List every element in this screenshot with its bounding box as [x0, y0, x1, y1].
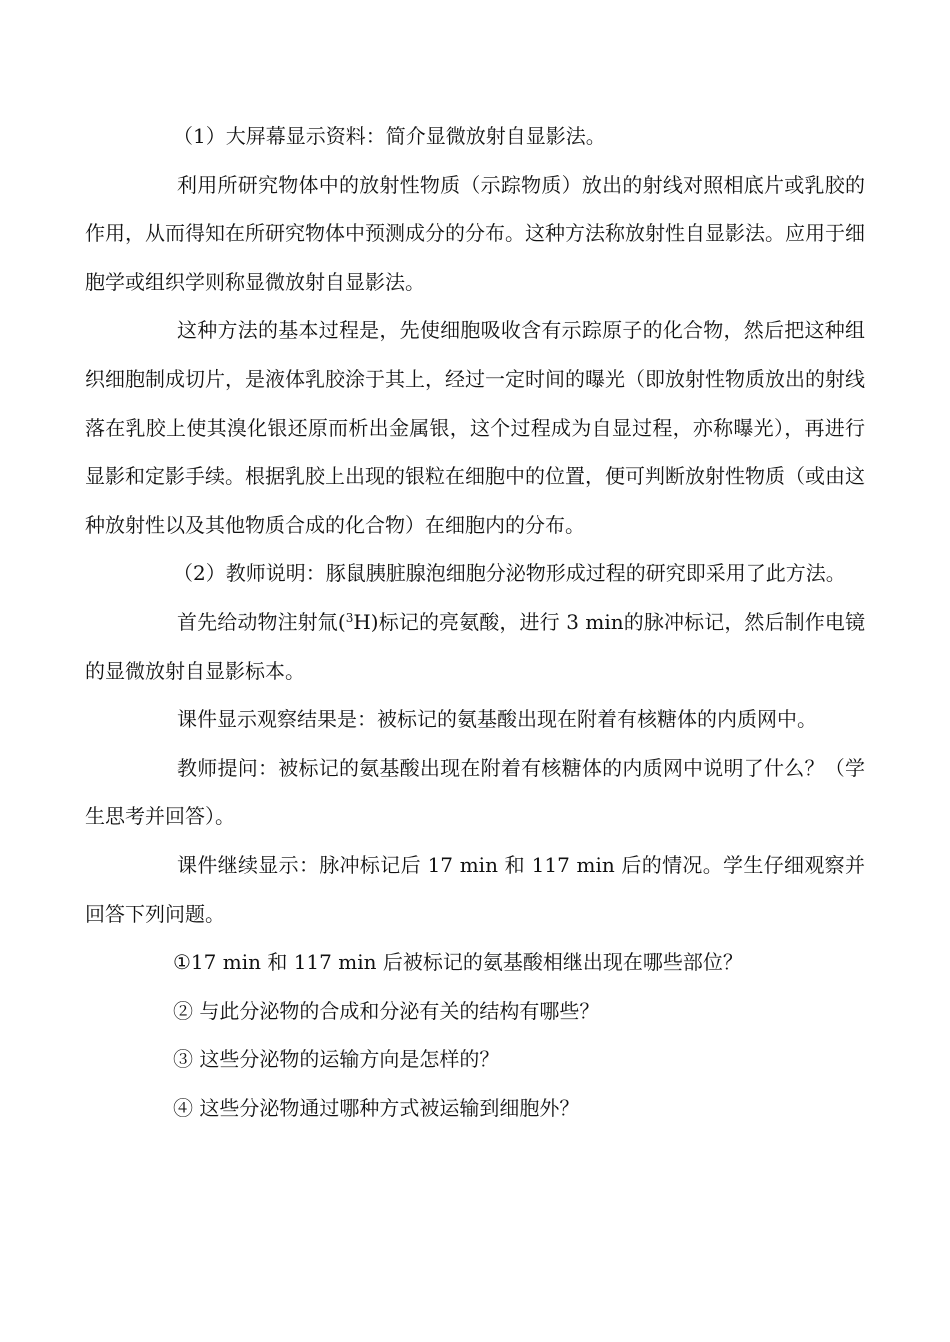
paragraph-labeling	[85, 598, 865, 695]
question-item-4: ④ 这些分泌物通过哪种方式被运输到细胞外？	[173, 1095, 580, 1120]
labeling-text-start: 首先给动物注射氚(	[177, 609, 346, 634]
paragraph-intro-heading: （1）大屏幕显示资料：简介显微放射自显影法。	[173, 124, 606, 148]
paragraph-teacher-explanation: （2）教师说明：豚鼠胰脏腺泡细胞分泌物形成过程的研究即采用了此方法。	[173, 561, 846, 586]
labeling-text-end: H)标记的亮氨酸，进行 3 min的脉冲标记，然后制作电镜的显微放射自显影标本。	[85, 609, 865, 683]
paragraph-courseware-continue: 课件继续显示：脉冲标记后 17 min 和 117 min 后的情况。学生仔细观察并回答下列问题。	[85, 852, 865, 926]
paragraph-teacher-question: 教师提问：被标记的氨基酸出现在附着有核糖体的内质网中说明了什么？（学生思考并回答）。	[85, 755, 865, 829]
document-body	[85, 112, 865, 1132]
tritium-superscript: 3	[345, 610, 354, 625]
question-item-3: ③ 这些分泌物的运输方向是怎样的？	[173, 1047, 500, 1072]
paragraph-observation-result: 课件显示观察结果是：被标记的氨基酸出现在附着有核糖体的内质网中。	[177, 707, 817, 732]
paragraph-process: 这种方法的基本过程是，先使细胞吸收含有示踪原子的化合物，然后把这种组织细胞制成切片，是液体乳胶涂于其上，经过一定时间的曝光（即放射性物质放出的射线落在乳胶上使其溴化银还原而析出金属银，这个过程成为自显过程，亦称曝光），再进行显影和定影手续。根据乳胶上出现的银粒在细胞中的位置，便可判断放射性物质（或由这种放射性以及其他物质合成的化合物）在细胞内的分布。	[85, 318, 865, 537]
question-item-2: ② 与此分泌物的合成和分泌有关的结构有哪些？	[173, 998, 600, 1023]
question-item-1: ①17 min 和 117 min 后被标记的氨基酸相继出现在哪些部位？	[173, 950, 743, 975]
paragraph-definition: 利用所研究物体中的放射性物质（示踪物质）放出的射线对照相底片或乳胶的作用，从而得知在所研究物体中预测成分的分布。这种方法称放射性自显影法。应用于细胞学或组织学则称显微放射自显影法。	[85, 172, 865, 294]
